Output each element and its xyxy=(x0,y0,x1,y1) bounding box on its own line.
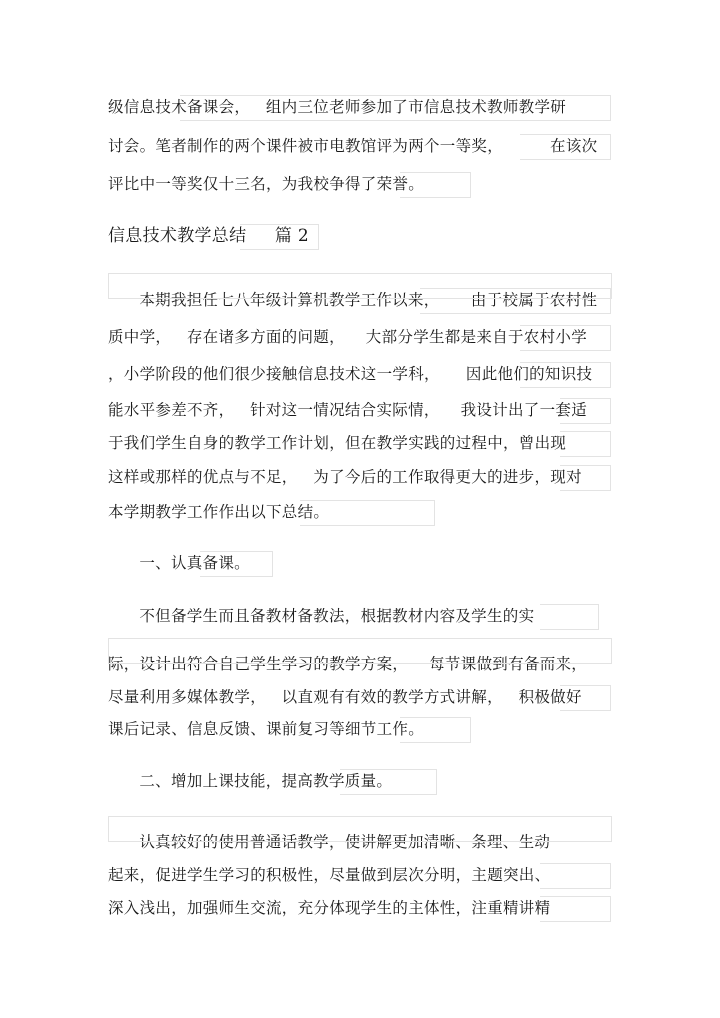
text-line-20: 认真较好的使用普通话教学，使讲解更加清晰、条理、生动 xyxy=(108,833,551,851)
textbox-outline xyxy=(540,604,599,630)
subheading-2: 二、增加上课技能，提高教学质量。 xyxy=(108,772,393,790)
textbox-outline xyxy=(540,863,611,889)
text-line-3: 评比中一等奖仅十三名，为我校争得了荣誉。 xyxy=(108,175,425,193)
text-line-15: 际，设计出符合自己学生学习的教学方案， 每节课做到有备而来， xyxy=(108,655,588,673)
subheading-1: 一、认真备课。 xyxy=(108,554,250,572)
textbox-outline xyxy=(540,896,611,922)
text-line-16: 尽量利用多媒体教学， 以直观有有效的教学方式讲解， 积极做好 xyxy=(108,688,582,706)
text-line-1: 级信息技术备课会， 组内三位老师参加了市信息技术教师教学研 xyxy=(108,98,567,116)
text-line-7: ，小学阶段的他们很少接触信息技术这一学科， 因此他们的知识技 xyxy=(108,365,593,383)
section-heading: 信息技术教学总结 篇 2 xyxy=(108,226,310,246)
text-line-13: 不但备学生而且备教材备教法，根据教材内容及学生的实 xyxy=(108,607,535,625)
text-line-11: 本学期教学工作作出以下总结。 xyxy=(108,503,330,521)
text-line-9: 于我们学生自身的教学工作计划，但在教学实践的过程中，曾出现 xyxy=(108,434,567,452)
text-line-22: 深入浅出，加强师生交流，充分体现学生的主体性，注重精讲精 xyxy=(108,899,551,917)
text-line-6: 质中学， 存在诸多方面的问题， 大部分学生都是来自于农村小学 xyxy=(108,328,587,346)
text-line-10: 这样或那样的优点与不足， 为了今后的工作取得更大的进步，现对 xyxy=(108,468,582,486)
text-line-8: 能水平参差不齐， 针对这一情况结合实际情， 我设计出了一套适 xyxy=(108,401,587,419)
textbox-outline xyxy=(560,431,611,457)
text-line-5: 本期我担任七八年级计算机教学工作以来， 由于校属于农村性 xyxy=(108,291,598,309)
text-line-21: 起来，促进学生学习的积极性，尽量做到层次分明，主题突出、 xyxy=(108,866,551,884)
text-line-2: 讨会。笔者制作的两个课件被市电教馆评为两个一等奖， 在该次 xyxy=(108,137,598,155)
text-line-17: 课后记录、信息反馈、课前复习等细节工作。 xyxy=(108,720,425,738)
